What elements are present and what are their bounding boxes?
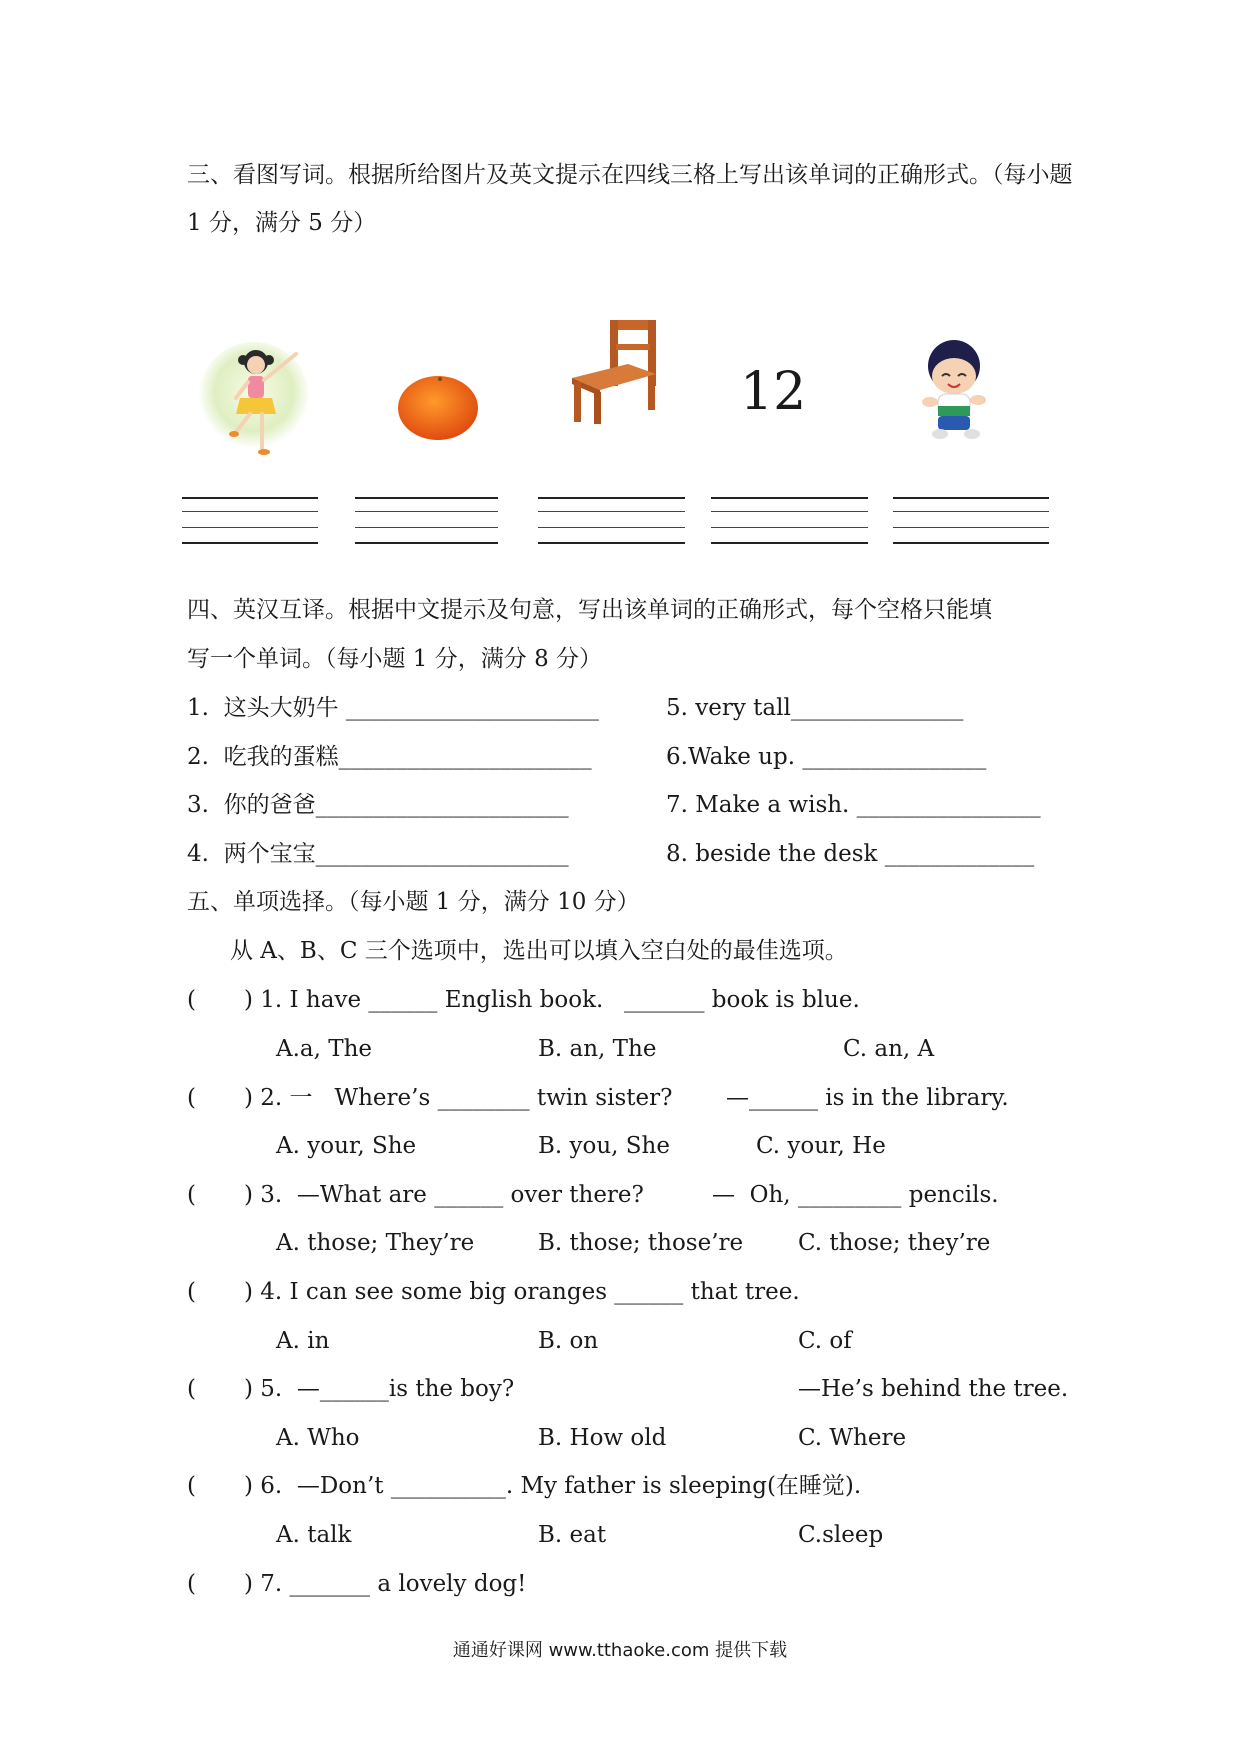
chair-picture — [566, 318, 666, 428]
question-3: ) 3. —What are ______ over there? — [244, 1182, 644, 1208]
option-3a: A. those; They’re — [276, 1230, 475, 1256]
answer-paren-5[interactable]: ( — [187, 1376, 196, 1402]
orange-picture — [396, 372, 480, 442]
question-1-part2: _______ book is blue. — [624, 987, 860, 1013]
section3-title-line2: 1 分，满分 5 分） — [187, 210, 377, 236]
option-4a: A. in — [276, 1328, 330, 1354]
number-picture: 12 — [740, 362, 807, 422]
option-4b: B. on — [538, 1328, 599, 1354]
writing-lines-4[interactable] — [711, 497, 868, 547]
option-6b: B. eat — [538, 1522, 607, 1548]
translation-item-2: 2. 吃我的蛋糕______________________ — [187, 744, 592, 770]
answer-paren-1[interactable]: ( — [187, 987, 196, 1013]
option-5a: A. Who — [276, 1425, 360, 1451]
answer-paren-2[interactable]: ( — [187, 1085, 196, 1111]
answer-paren-3[interactable]: ( — [187, 1182, 196, 1208]
translation-item-5: 5. very tall_______________ — [666, 695, 964, 721]
question-2-part2: —______ is in the library. — [726, 1085, 1009, 1111]
option-1c: C. an, A — [843, 1036, 935, 1062]
question-4: ) 4. I can see some big oranges ______ that tree. — [244, 1279, 800, 1305]
dancing-girl-picture — [196, 340, 316, 465]
writing-lines-1[interactable] — [182, 497, 318, 547]
option-5b: B. How old — [538, 1425, 667, 1451]
translation-item-7: 7. Make a wish. ________________ — [666, 792, 1041, 818]
option-6a: A. talk — [276, 1522, 352, 1548]
option-1b: B. an, The — [538, 1036, 657, 1062]
option-1a: A.a, The — [276, 1036, 373, 1062]
writing-lines-2[interactable] — [355, 497, 498, 547]
question-5-part2: —He’s behind the tree. — [798, 1376, 1069, 1402]
question-6: ) 6. —Don’t __________. My father is sleeping(在睡觉). — [244, 1473, 862, 1499]
writing-lines-5[interactable] — [893, 497, 1049, 547]
translation-item-6: 6.Wake up. ________________ — [666, 744, 987, 770]
footer-source: 通通好课网 www.tthaoke.com 提供下载 — [452, 1640, 788, 1661]
answer-paren-4[interactable]: ( — [187, 1279, 196, 1305]
option-4c: C. of — [798, 1328, 852, 1354]
section5-title: 五、单项选择。（每小题 1 分，满分 10 分） — [187, 889, 640, 915]
question-1: ) 1. I have ______ English book. — [244, 987, 604, 1013]
translation-item-1: 1. 这头大奶牛 ______________________ — [187, 695, 599, 721]
question-3-part2: — Oh, _________ pencils. — [712, 1182, 999, 1208]
section4-title-line2: 写一个单词。（每小题 1 分，满分 8 分） — [187, 646, 603, 672]
question-7: ) 7. _______ a lovely dog! — [244, 1571, 527, 1597]
translation-item-4: 4. 两个宝宝______________________ — [187, 841, 569, 867]
translation-item-3: 3. 你的爸爸______________________ — [187, 792, 569, 818]
section5-instruction: 从 A、B、C 三个选项中，选出可以填入空白处的最佳选项。 — [230, 938, 848, 964]
section3-title-line1: 三、看图写词。根据所给图片及英文提示在四线三格上写出该单词的正确形式。（每小题 — [187, 162, 1073, 188]
writing-lines-3[interactable] — [538, 497, 685, 547]
option-2b: B. you, She — [538, 1133, 670, 1159]
option-2a: A. your, She — [276, 1133, 417, 1159]
answer-paren-6[interactable]: ( — [187, 1473, 196, 1499]
section4-title-line1: 四、英汉互译。根据中文提示及句意，写出该单词的正确形式，每个空格只能填 — [187, 597, 992, 623]
translation-item-8: 8. beside the desk _____________ — [666, 841, 1035, 867]
option-2c: C. your, He — [756, 1133, 886, 1159]
question-2: ) 2. 一 Where’s ________ twin sister? — [244, 1085, 673, 1111]
answer-paren-7[interactable]: ( — [187, 1571, 196, 1597]
option-3b: B. those; those’re — [538, 1230, 744, 1256]
question-5: ) 5. —______is the boy? — [244, 1376, 515, 1402]
option-6c: C.sleep — [798, 1522, 884, 1548]
option-5c: C. Where — [798, 1425, 907, 1451]
running-boy-picture — [912, 336, 992, 446]
option-3c: C. those; they’re — [798, 1230, 991, 1256]
